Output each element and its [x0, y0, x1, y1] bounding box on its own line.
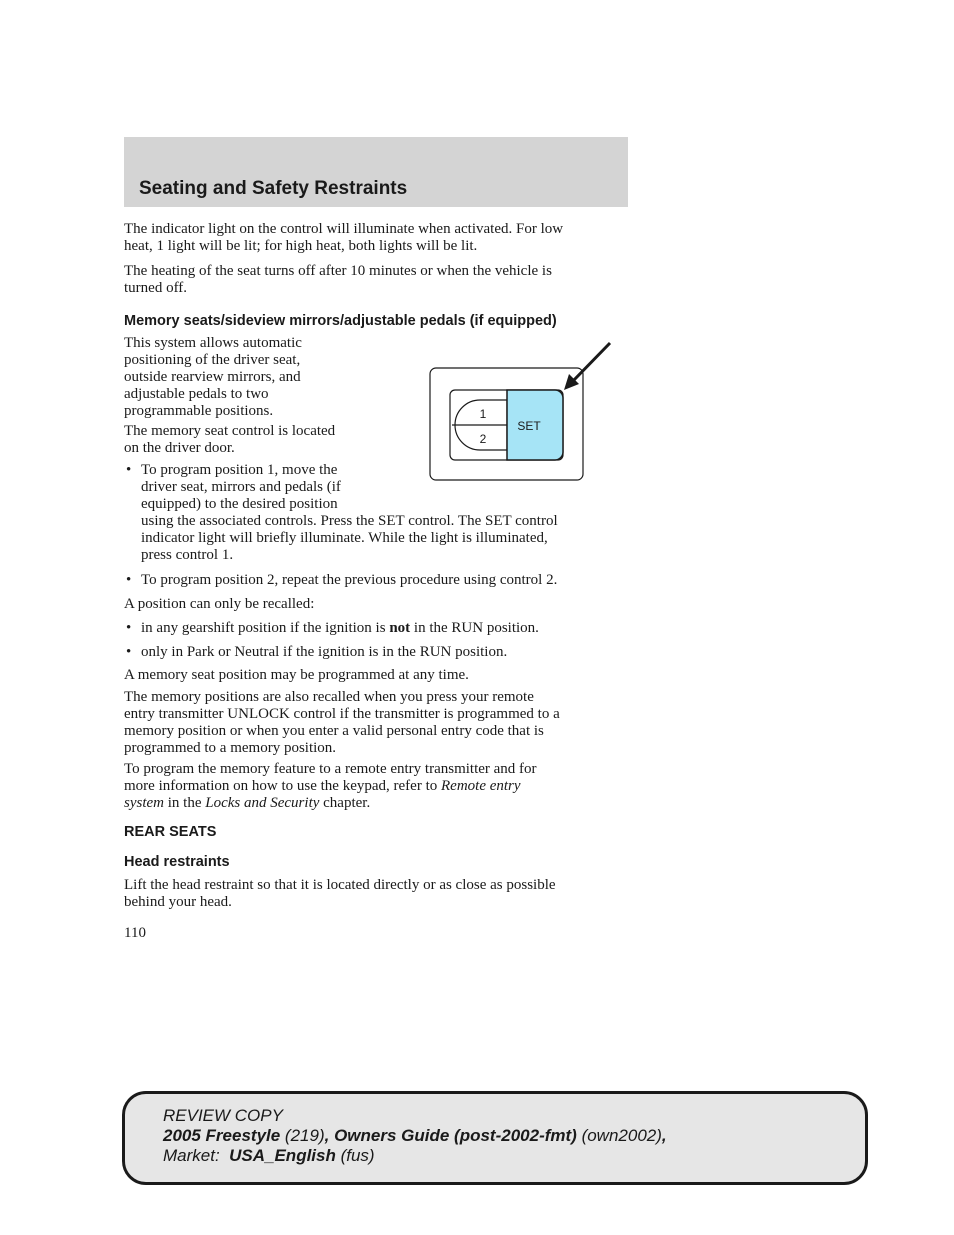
memory-seat-control-illustration	[425, 340, 615, 485]
bullet-symbol: •	[126, 462, 132, 478]
memory-button-1-label: 1	[479, 407, 487, 421]
subhead-head-restraints: Head restraints	[124, 854, 230, 870]
paragraph-heating-off: The heating of the seat turns off after 10 minutes or when the vehicle is turned off.	[124, 263, 552, 296]
review-copy-box	[122, 1091, 868, 1185]
review-copy-label: REVIEW COPY	[163, 1106, 283, 1125]
bullet-symbol: •	[126, 644, 132, 660]
set-button-label: SET	[517, 419, 541, 433]
paragraph-control-location: The memory seat control is located on the driver door.	[124, 423, 336, 456]
subhead-memory-seats: Memory seats/sideview mirrors/adjustable pedals (if equipped)	[124, 313, 557, 329]
emphasis-not: not	[389, 620, 411, 636]
reference-remote-entry: Remote entry	[441, 778, 521, 794]
section-header-band	[124, 137, 628, 207]
reference-locks-and-security: Locks and Security	[205, 795, 320, 811]
section-title: Seating and Safety Restraints	[139, 178, 408, 199]
bullet-symbol: •	[126, 620, 132, 636]
paragraph-remote-entry: To program the memory feature to a remote entry transmitter and for more information on how to use the keypad, refer to Remote entry system in the Locks and Security chapter.	[124, 761, 537, 811]
paragraph-head-restraint: Lift the head restraint so that it is located directly or as close as possible behind your head.	[124, 877, 556, 910]
paragraph-memory-recalled: The memory positions are also recalled when you press your remote entry transmitter UNLOCK control if the transmitter is programmed to a memory position or when you enter a valid personal entry code that is programmed to a memory position.	[124, 689, 560, 756]
bullet-symbol: •	[126, 572, 132, 588]
review-market-line: Market: USA_English (fus)	[163, 1146, 375, 1165]
paragraph-system-allows: This system allows automatic positioning of the driver seat, outside rearview mirrors, and adjustable pedals to two programmable positions.	[124, 335, 302, 419]
paragraph-programmed-any-time: A memory seat position may be programmed at any time.	[124, 667, 469, 683]
memory-button-2-label: 2	[479, 432, 487, 446]
paragraph-indicator-light: The indicator light on the control will illuminate when activated. For low heat, 1 light will be lit; for high heat, both lights will be lit.	[124, 221, 564, 254]
review-guide-line: 2005 Freestyle (219), Owners Guide (post-2002-fmt) (own2002),	[163, 1126, 667, 1145]
subhead-rear-seats: REAR SEATS	[124, 824, 217, 840]
paragraph-position-recalled: A position can only be recalled:	[124, 596, 315, 612]
pointer-arrow-line	[572, 343, 610, 382]
page-number: 110	[124, 925, 146, 941]
reference-system: system	[124, 795, 164, 811]
